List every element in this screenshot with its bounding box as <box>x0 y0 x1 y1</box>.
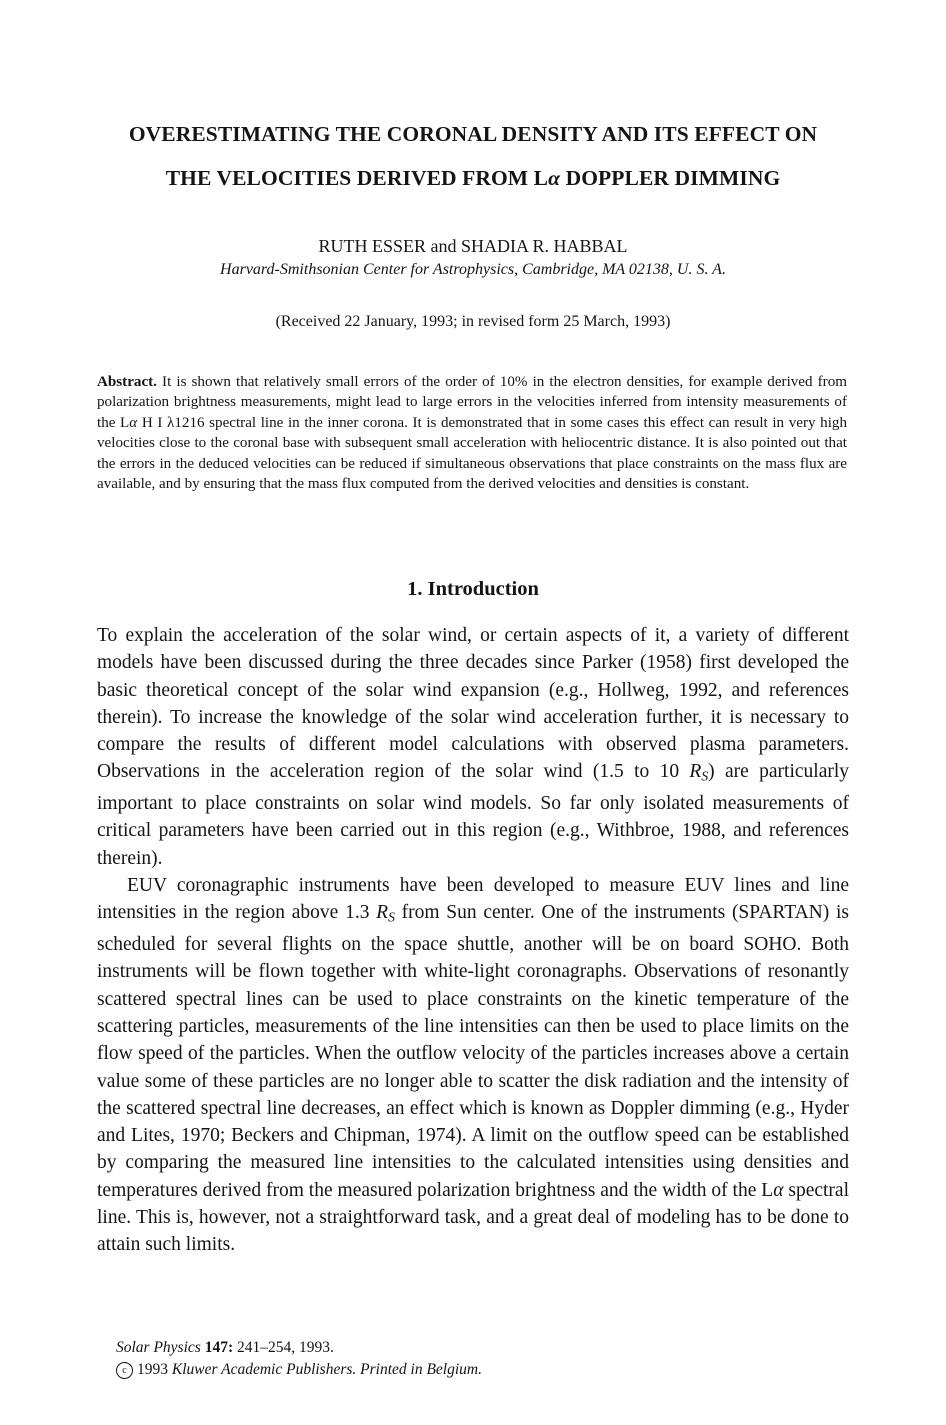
received-dates: (Received 22 January, 1993; in revised form 25 March, 1993) <box>275 313 671 330</box>
body-text <box>97 622 849 1259</box>
copyright-icon: c <box>116 1362 133 1379</box>
abstract-text: H I λ1216 spectral line in the inner corona. It is demonstrated that in some cases this effect can result in very high velocities close to the coronal base with subsequent small acceleration with heliocentric distance. It is also pointed out that the errors in the deduced velocities can be reduced if simultaneous observations that place constraints on the mass flux are available, and by ensuring that the mass flux computed from the derived velocities and densities is constant. <box>97 414 847 493</box>
abstract <box>97 372 847 494</box>
paragraph-text: To explain the acceleration of the solar wind, or certain aspects of it, a variety of different models have been discussed during the three decades since Parker (1958) first developed the basic theoretical concept of the solar wind expansion (e.g., Hollweg, 1992, and references therein). To increase the knowledge of the solar wind acceleration further, it is necessary to compare the results of different model calculations with observed plasma parameters. Observations in the acceleration region of the solar wind (1.5 to 10 <box>97 625 849 783</box>
abstract-label: Abstract. <box>97 374 157 390</box>
paragraph <box>97 872 849 1259</box>
journal-citation <box>116 1337 482 1359</box>
paper-title-line-1: OVERESTIMATING THE CORONAL DENSITY AND ITS EFFECT ON <box>128 122 818 146</box>
paragraph-text: spectral line. This is, however, not a straightforward task, and a great deal of modeling has to be done to attain such limits. <box>97 1179 849 1256</box>
authors: RUTH ESSER and SHADIA R. HABBAL <box>318 236 628 256</box>
paper-title-line-2 <box>60 168 886 190</box>
paragraph-text: ) are particularly important to place constraints on solar wind models. So far only isolated measurements of critical parameters have been carried out in this region (e.g., Withbroe, 1988, and references therein). <box>97 761 850 869</box>
solar-radius-subscript: S <box>701 768 709 784</box>
copyright-year: 1993 <box>137 1361 168 1378</box>
alpha-symbol: α <box>548 166 561 190</box>
alpha-symbol: α <box>773 1179 784 1201</box>
title-text: DOPPLER DIMMING <box>560 166 781 190</box>
publisher: Kluwer Academic Publishers. Printed in Belgium. <box>171 1361 482 1378</box>
paragraph-text: from Sun center. One of the instruments (SPARTAN) is scheduled for several flights on the space shuttle, another will be on board SOHO. Both instruments will be flown together with white-light coronagraphs. Observations of resonantly scattered spectral lines can be used to place constraints on the kinetic temperature of the scattering particles, measurements of the line intensities can then be used to place limits on the flow speed of the particles. When the outflow velocity of the particles increases above a certain value some of these particles are no longer able to scatter the disk radiation and the intensity of the scattered spectral line decreases, an effect which is known as Doppler dimming (e.g., Hyder and Lites, 1970; Beckers and Chipman, 1974). A limit on the outflow speed can be established by comparing the measured line intensities to the calculated intensities using densities and temperatures derived from the measured polarization brightness and the width of the L <box>97 902 849 1201</box>
journal-pages: 241–254, 1993. <box>233 1339 334 1356</box>
journal-volume: 147: <box>204 1339 234 1356</box>
abstract-text: It is shown that relatively small errors of the order of 10% in the electron densities, for example derived from polarization brightness measurements, might lead to large errors in the velocities inferred from intensity measurements of the L <box>97 374 847 431</box>
alpha-symbol: α <box>129 414 138 431</box>
title-text: THE VELOCITIES DERIVED FROM L <box>165 166 549 190</box>
affiliation: Harvard-Smithsonian Center for Astrophysics, Cambridge, MA 02138, U. S. A. <box>220 261 726 278</box>
solar-radius-symbol: R <box>376 902 389 924</box>
solar-radius-subscript: S <box>388 909 395 925</box>
paragraph <box>97 622 849 872</box>
paragraph-text: EUV coronagraphic instruments have been developed to measure EUV lines and line intensities in the region above 1.3 <box>97 875 849 924</box>
copyright-line <box>116 1359 482 1381</box>
solar-radius-symbol: R <box>689 761 702 783</box>
footer <box>116 1337 482 1381</box>
section-heading: 1. Introduction <box>407 578 539 600</box>
journal-name: Solar Physics <box>116 1339 201 1356</box>
